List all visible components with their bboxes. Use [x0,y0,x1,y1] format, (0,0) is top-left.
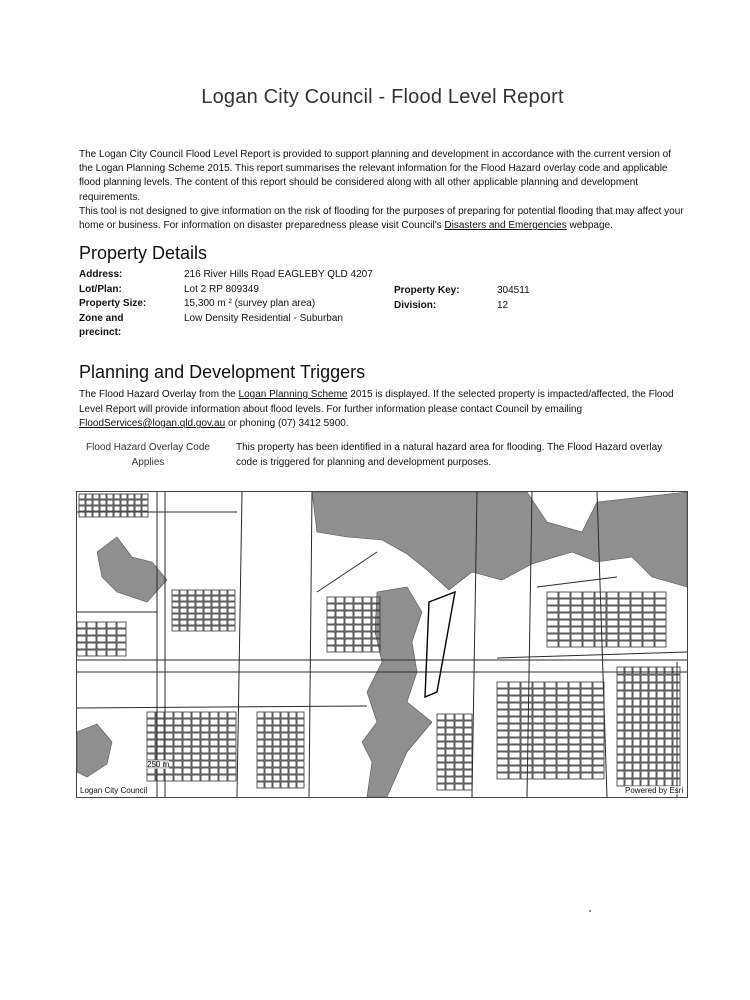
property-key-value: 304511 [497,285,530,296]
scan-speck [589,910,591,912]
property-key-label: Property Key: [394,285,460,296]
division-value: 12 [497,299,509,311]
intro-paragraph-2 [79,205,684,233]
overlay-code-label: Flood Hazard Overlay Code Applies [86,442,210,468]
zone-label-line-2: precinct: [79,327,122,338]
zone-value: Low Density Residential - Suburban [184,312,343,324]
triggers-text-b: 2015 is displayed. If the selected property is impacted/affected, the Flood Level Report will provide information about flood levels. For further information please contact Council by emailing [79,389,674,415]
address-label: Address: [79,269,123,280]
triggers-text-a: The Flood Hazard Overlay from the [79,389,239,400]
planning-scheme-link[interactable]: Logan Planning Scheme [238,389,348,400]
lotplan-label: Lot/Plan: [79,283,122,295]
intro-paragraph-1: The Logan City Council Flood Level Report is provided to support planning and development in accordance with the current version of the Logan Planning Scheme 2015. This report summarises the relevant information for the Flood Hazard overlay code and applicable flood planning levels. The content of this report should be considered along with all other applicable planning and development requirements. [79,149,672,203]
lotplan-value: Lot 2 RP 809349 [184,283,259,295]
division-label: Division: [394,299,437,311]
intro-section [79,148,684,233]
intro-text-a: This tool is not designed to give information on the risk of flooding for the purposes of preparing for potential flooding that may affect your home or business. For information on disaster preparedness please visit Council's [79,205,684,232]
map-credit-left: Logan City Council [80,786,148,795]
flood-overlay-map[interactable] [76,491,688,798]
triggers-paragraph [79,388,684,432]
property-size-value: 15,300 m ² (survey plan area) [184,298,316,309]
intro-text-b: webpage. [566,220,613,232]
triggers-heading: Planning and Development Triggers [79,362,366,382]
report-title: Logan City Council - Flood Level Report [201,86,564,108]
property-details-heading: Property Details [79,243,208,263]
property-size-label: Property Size: [79,298,147,309]
zone-label-line-1: Zone and [79,312,124,324]
map-credit-right: Powered by Esri [625,786,684,795]
map-graphic [77,492,687,797]
map-scale-label: 250 m [147,760,170,769]
disasters-emergencies-link[interactable]: Disasters and Emergencies [444,220,567,232]
address-value: 216 River Hills Road EAGLEBY QLD 4207 [184,269,373,280]
overlay-code-description: This property has been identified in a natural hazard area for flooding. The Flood Hazard overlay code is triggered for planning and development purposes. [236,442,663,468]
triggers-text-c: or phoning (07) 3412 5900. [225,418,349,429]
flood-services-email-link[interactable]: FloodServices@logan.qld.gov.au [79,418,226,429]
